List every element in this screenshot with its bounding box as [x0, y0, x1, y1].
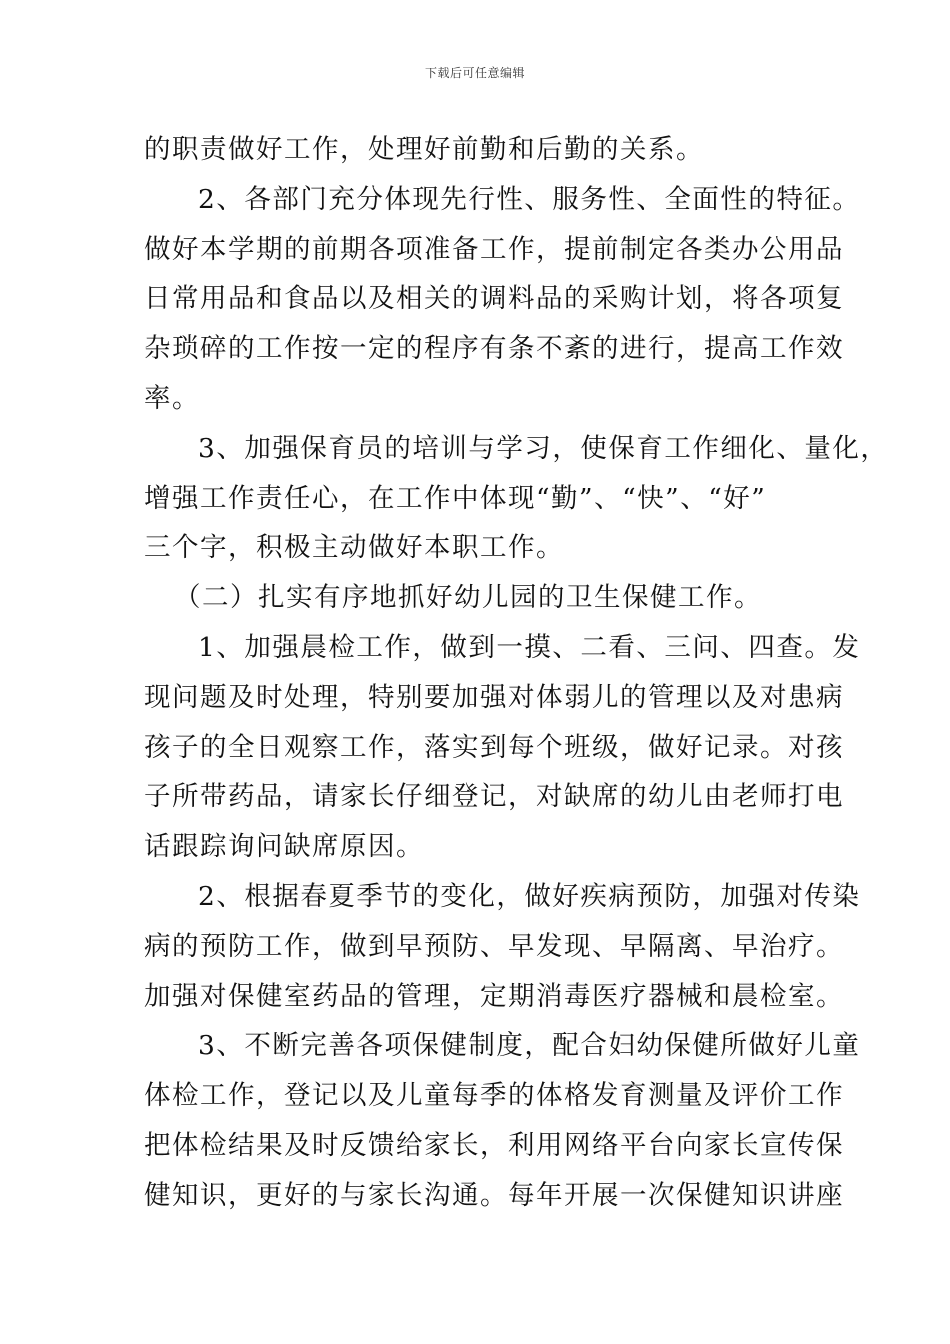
section-heading: （二）扎实有序地抓好幼儿园的卫生保健工作。: [174, 582, 762, 614]
text-line: 话跟踪询问缺席原因。: [144, 831, 424, 863]
text-line: 杂琐碎的工作按一定的程序有条不紊的进行，提高工作效: [144, 333, 844, 365]
text-line: 把体检结果及时反馈给家长，利用网络平台向家长宣传保: [144, 1129, 844, 1161]
text-line: 现问题及时处理，特别要加强对体弱儿的管理以及对患病: [144, 681, 844, 713]
text-line: 率。: [144, 382, 200, 414]
text-line: 3、不断完善各项保健制度，配合妇幼保健所做好儿童: [198, 1030, 861, 1062]
text-line: 病的预防工作，做到早预防、早发现、早隔离、早治疗。: [144, 930, 844, 962]
page-header-note: 下载后可任意编辑: [424, 66, 525, 80]
document-body: [144, 130, 889, 1226]
text-line: 子所带药品，请家长仔细登记，对缺席的幼儿由老师打电: [144, 781, 844, 813]
text-line: 体检工作，登记以及儿童每季的体格发育测量及评价工作: [144, 1080, 844, 1112]
text-line: 1、加强晨检工作，做到一摸、二看、三问、四查。发: [198, 631, 861, 663]
text-line: 三个字，积极主动做好本职工作。: [144, 532, 564, 564]
text-line: 增强工作责任心，在工作中体现“勤”、“快”、“好”: [144, 482, 767, 514]
text-line: 健知识，更好的与家长沟通。每年开展一次保健知识讲座: [144, 1179, 844, 1211]
text-line: 的职责做好工作，处理好前勤和后勤的关系。: [144, 134, 704, 165]
text-line: 加强对保健室药品的管理，定期消毒医疗器械和晨检室。: [144, 980, 844, 1012]
text-line: 2、各部门充分体现先行性、服务性、全面性的特征。: [198, 183, 861, 215]
text-line: 做好本学期的前期各项准备工作，提前制定各类办公用品: [144, 233, 844, 265]
text-line: 3、加强保育员的培训与学习，使保育工作细化、量化，: [198, 432, 889, 464]
text-line: 孩子的全日观察工作，落实到每个班级，做好记录。对孩: [144, 731, 844, 763]
text-line: 日常用品和食品以及相关的调料品的采购计划，将各项复: [144, 283, 844, 315]
text-line: 2、根据春夏季节的变化，做好疾病预防，加强对传染: [198, 880, 861, 912]
